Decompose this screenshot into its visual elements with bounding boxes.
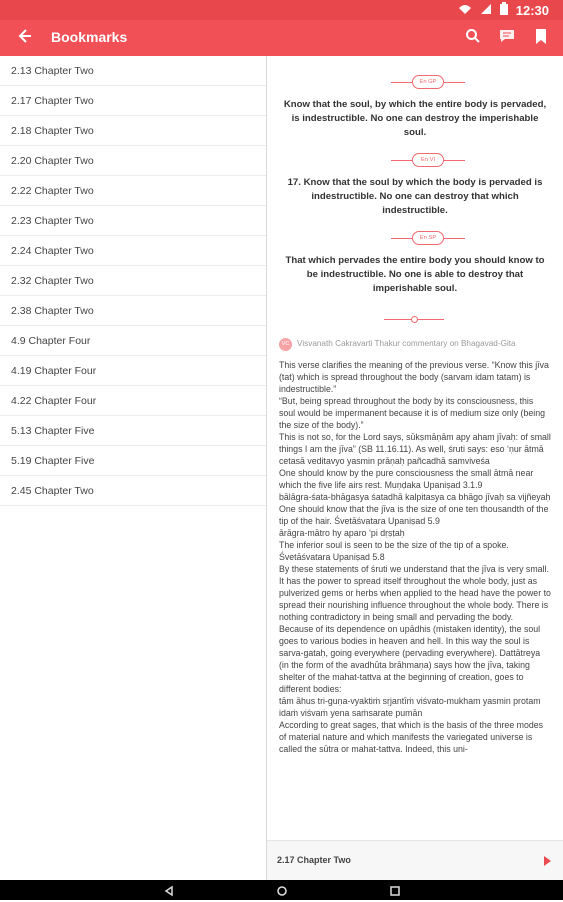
bookmark-item[interactable]: 5.13 Chapter Five: [0, 416, 266, 446]
page-title: Bookmarks: [51, 29, 128, 45]
commentary-paragraph: The inferior soul is seen to be the size of the tip of a spoke. Śvetāśvatara Upaniṣad 5.8: [279, 540, 509, 562]
status-bar: [0, 0, 563, 20]
translation-badge-row: [280, 226, 550, 250]
bookmark-item[interactable]: 4.19 Chapter Four: [0, 356, 266, 386]
bookmark-item[interactable]: 2.45 Chapter Two: [0, 476, 266, 506]
comment-icon[interactable]: [497, 26, 517, 46]
app-actions: [463, 26, 551, 46]
translation-block-sp: [280, 226, 550, 304]
play-icon[interactable]: [544, 856, 551, 866]
current-verse-bar: [267, 840, 563, 881]
divider-dot: [411, 316, 418, 323]
commentary-paragraph: Because of its dependence on upādhis (mistaken identity), the soul goes to various bodies in heaven and hell. In this way the soul is sarva-gataḥ, going everywhere (pervading everywhere). Dattātreya (in the form of the avadhūta brāhmaṇa) says how the jīva, taking shelter of the mahat-tattva at the beginning of creation, goes to different bodies:: [279, 624, 541, 694]
commentary-paragraph: This is not so, for the Lord says, sūkṣmāṇām apy aham jīvaḥ: of small things I am the jīva” (SB 11.16.11). As well, śruti says: eso ‘ṇur ātmā cetasā veditavyo yasmin prāṇaḥ pañcadhā samviveśa: [279, 432, 551, 466]
status-time: 12:30: [515, 2, 549, 18]
nav-recents-icon[interactable]: [389, 884, 401, 896]
commentary-paragraph: One should know by the pure consciousness the small ātmā near which the five life airs rest. Muṇḍaka Upaniṣad 3.1.9: [279, 468, 534, 490]
commentary-paragraph: According to great sages, that which is the basis of the three modes of material nature and which manifests the variegated universe is called the sūtra or mahat-tattva. Indeed, this uni-: [279, 720, 544, 754]
section-divider: [267, 304, 563, 334]
nav-back-icon[interactable]: [163, 884, 175, 896]
status-right: [458, 2, 549, 18]
bookmark-item[interactable]: 2.13 Chapter Two: [0, 56, 266, 86]
bookmark-item[interactable]: 2.32 Chapter Two: [0, 266, 266, 296]
commentary-paragraph: ārāgra-mātro hy aparo ‘pi dṛṣṭaḥ: [279, 528, 405, 538]
commentary-header: [279, 338, 551, 351]
bookmark-item[interactable]: 4.9 Chapter Four: [0, 326, 266, 356]
commentary-paragraph: tām āhus tri-guṇa-vyaktiṁ sṛjantīṁ viśvato-mukham yasmin protam idaṁ viśvaṁ yena saṁsarate pumān: [279, 696, 541, 718]
wifi-icon: [458, 3, 472, 18]
bookmark-item[interactable]: 5.19 Chapter Five: [0, 446, 266, 476]
bookmark-item[interactable]: 2.23 Chapter Two: [0, 206, 266, 236]
bookmark-item[interactable]: 2.24 Chapter Two: [0, 236, 266, 266]
system-navbar: [0, 880, 563, 900]
search-icon[interactable]: [463, 26, 483, 46]
commentary-paragraph: This verse clarifies the meaning of the previous verse. “Know this jīva (tat) which is spread throughout the body (sarvam idam tatam) is indestructible.”: [279, 360, 549, 394]
translation-badge-row: [280, 70, 550, 94]
bookmark-item[interactable]: 2.22 Chapter Two: [0, 176, 266, 206]
translation-badge: En VI: [412, 153, 444, 167]
bookmark-icon[interactable]: [531, 26, 551, 46]
commentary-paragraph: By these statements of śruti we understand that the jīva is very small. It has the power to spread itself throughout the whole body, just as pulverized gems or herbs when applied to the head have the power to spread their nourishing influence throughout the whole body. There is nothing contradictory in being small and pervading the body.: [279, 564, 551, 622]
translation-text: That which pervades the entire body you should know to be indestructible. No one is able to destroy that imperishable soul.: [285, 255, 545, 294]
signal-icon: [480, 3, 492, 18]
translation-text: 17. Know that the soul by which the body is pervaded is indestructible. No one can destroy that which indestructible.: [287, 177, 543, 216]
translation-badge: En GP: [412, 75, 444, 89]
commentary-body: [279, 359, 551, 755]
commentary-author: Visvanath Cakravarti Thakur commentary on Bhagavad-Gita: [297, 339, 516, 348]
commentary-paragraph: bālāgra-śata-bhāgasya śatadhā kalpitasya ca bhāgo jīvaḥ sa vijñeyaḥ: [279, 492, 551, 502]
translation-block-vi: [280, 148, 550, 226]
back-arrow-icon[interactable]: [14, 26, 34, 46]
bookmark-item[interactable]: 2.18 Chapter Two: [0, 116, 266, 146]
app-bar: [0, 20, 563, 56]
translation-badge-row: [280, 148, 550, 172]
commentary-paragraph: One should know that the jīva is the size of one ten thousandth of the tip of the hair. Śvetāśvatara Upaniṣad 5.9: [279, 504, 549, 526]
translation-text: Know that the soul, by which the entire body is pervaded, is indestructible. No one can destroy the imperishable soul.: [283, 99, 547, 138]
bookmark-item[interactable]: 2.20 Chapter Two: [0, 146, 266, 176]
author-badge: VC: [279, 338, 292, 351]
nav-home-icon[interactable]: [276, 884, 288, 896]
bookmark-item[interactable]: 2.38 Chapter Two: [0, 296, 266, 326]
bookmark-item[interactable]: 2.17 Chapter Two: [0, 86, 266, 116]
translation-badge: En SP: [412, 231, 444, 245]
current-reference[interactable]: 2.17 Chapter Two: [277, 855, 351, 865]
verse-detail: [267, 56, 563, 840]
bookmark-item[interactable]: 4.22 Chapter Four: [0, 386, 266, 416]
battery-icon: [500, 2, 508, 18]
translation-block-gp: [280, 70, 550, 148]
commentary-paragraph: “But, being spread throughout the body by its consciousness, this soul would be impermanent because it is of medium size only (being the size of the body).”: [279, 396, 545, 430]
bookmark-list: [0, 56, 267, 880]
